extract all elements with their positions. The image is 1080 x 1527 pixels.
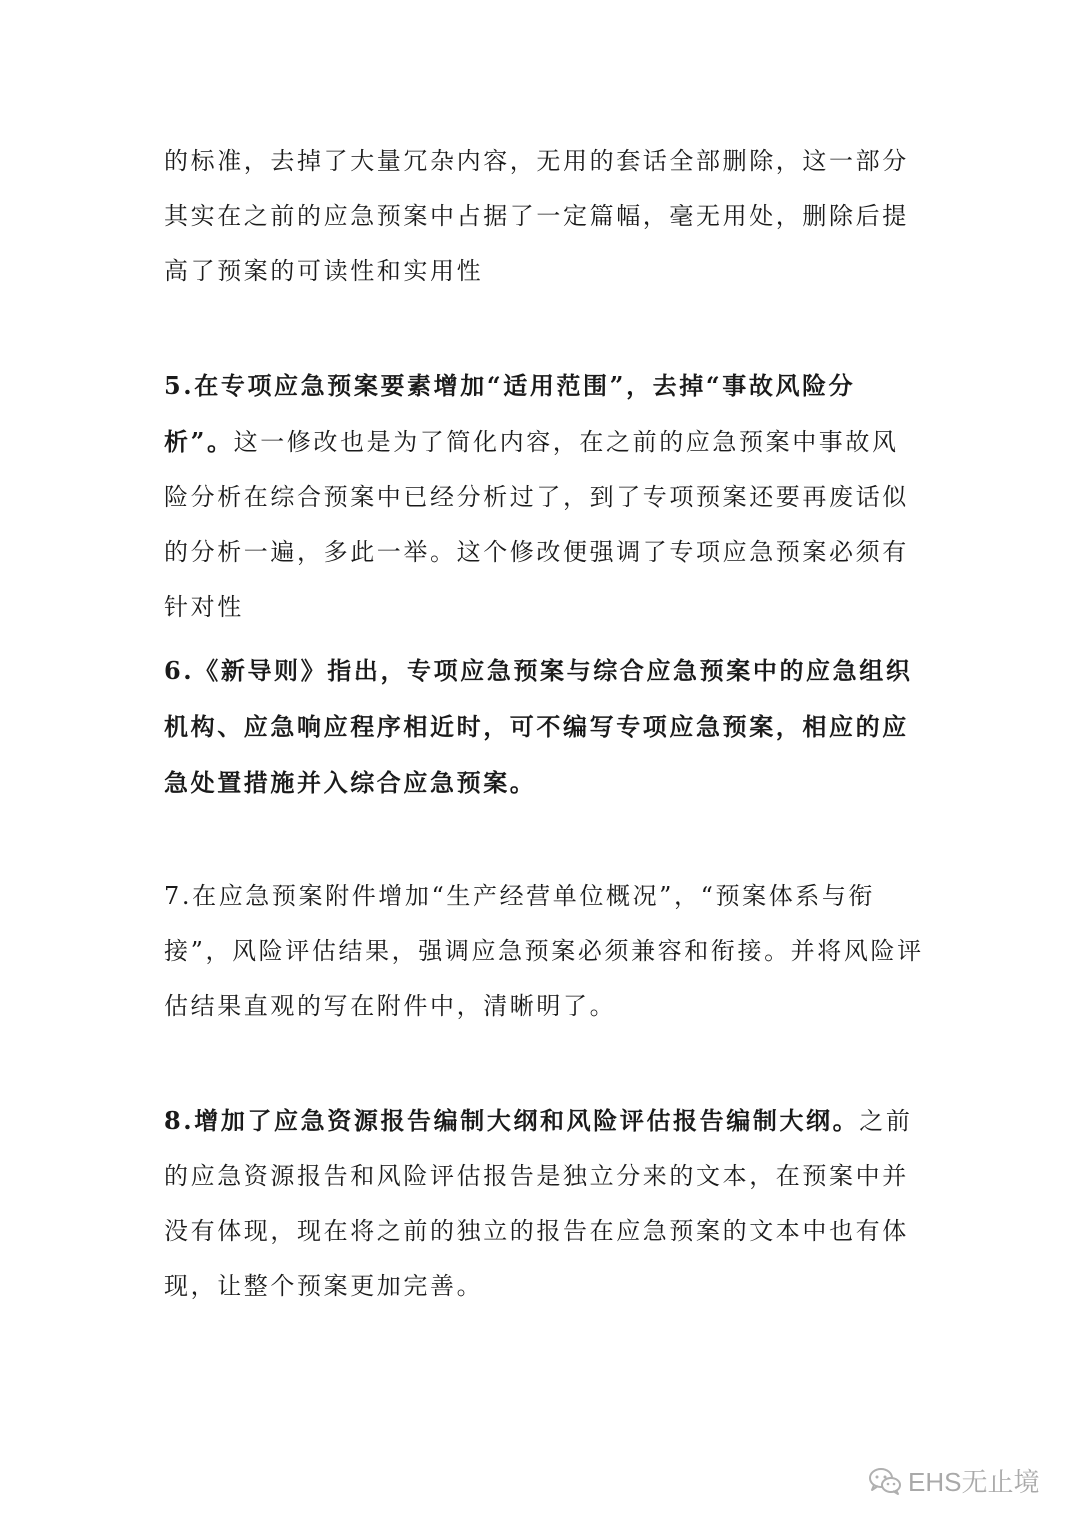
paragraph-lead: 8.增加了应急资源报告编制大纲和风险评估报告编制大纲。 [164, 1106, 860, 1135]
paragraph-item-8 [164, 1093, 924, 1314]
paragraph-body: 的标准，去掉了大量冗杂内容，无用的套话全部删除，这一部分其实在之前的应急预案中占据了一定篇幅，毫无用处，删除后提高了预案的可读性和实用性 [164, 147, 909, 285]
paragraph-body: 7.在应急预案附件增加“生产经营单位概况”，“预案体系与衔接”，风险评估结果，强调应急预案必须兼容和衔接。并将风险评估结果直观的写在附件中，清晰明了。 [164, 882, 924, 1020]
paragraph-item-5 [164, 358, 924, 635]
paragraph-lead: 6.《新导则》指出，专项应急预案与综合应急预案中的应急组织机构、应急响应程序相近时，可不编写专项应急预案，相应的应急处置措施并入综合应急预案。 [164, 656, 913, 797]
watermark-text: EHS无止境 [908, 1467, 1040, 1497]
paragraph-body: 之前的应急资源报告和风险评估报告是独立分来的文本，在预案中并没有体现，现在将之前的独立的报告在应急预案的文本中也有体现，让整个预案更加完善。 [164, 1107, 913, 1300]
paragraph-item-6 [164, 643, 924, 811]
paragraph-body: 这一修改也是为了简化内容，在之前的应急预案中事故风险分析在综合预案中已经分析过了，到了专项预案还要再废话似的分析一遍，多此一举。这个修改便强调了专项应急预案必须有针对性 [164, 428, 909, 621]
paragraph-continuation [164, 133, 924, 299]
paragraph-item-7 [164, 868, 924, 1034]
paragraph-lead: 5.在专项应急预案要素增加“适用范围”，去掉“事故风险分析”。 [164, 371, 856, 456]
wechat-icon [868, 1466, 902, 1496]
watermark [868, 1462, 1039, 1499]
